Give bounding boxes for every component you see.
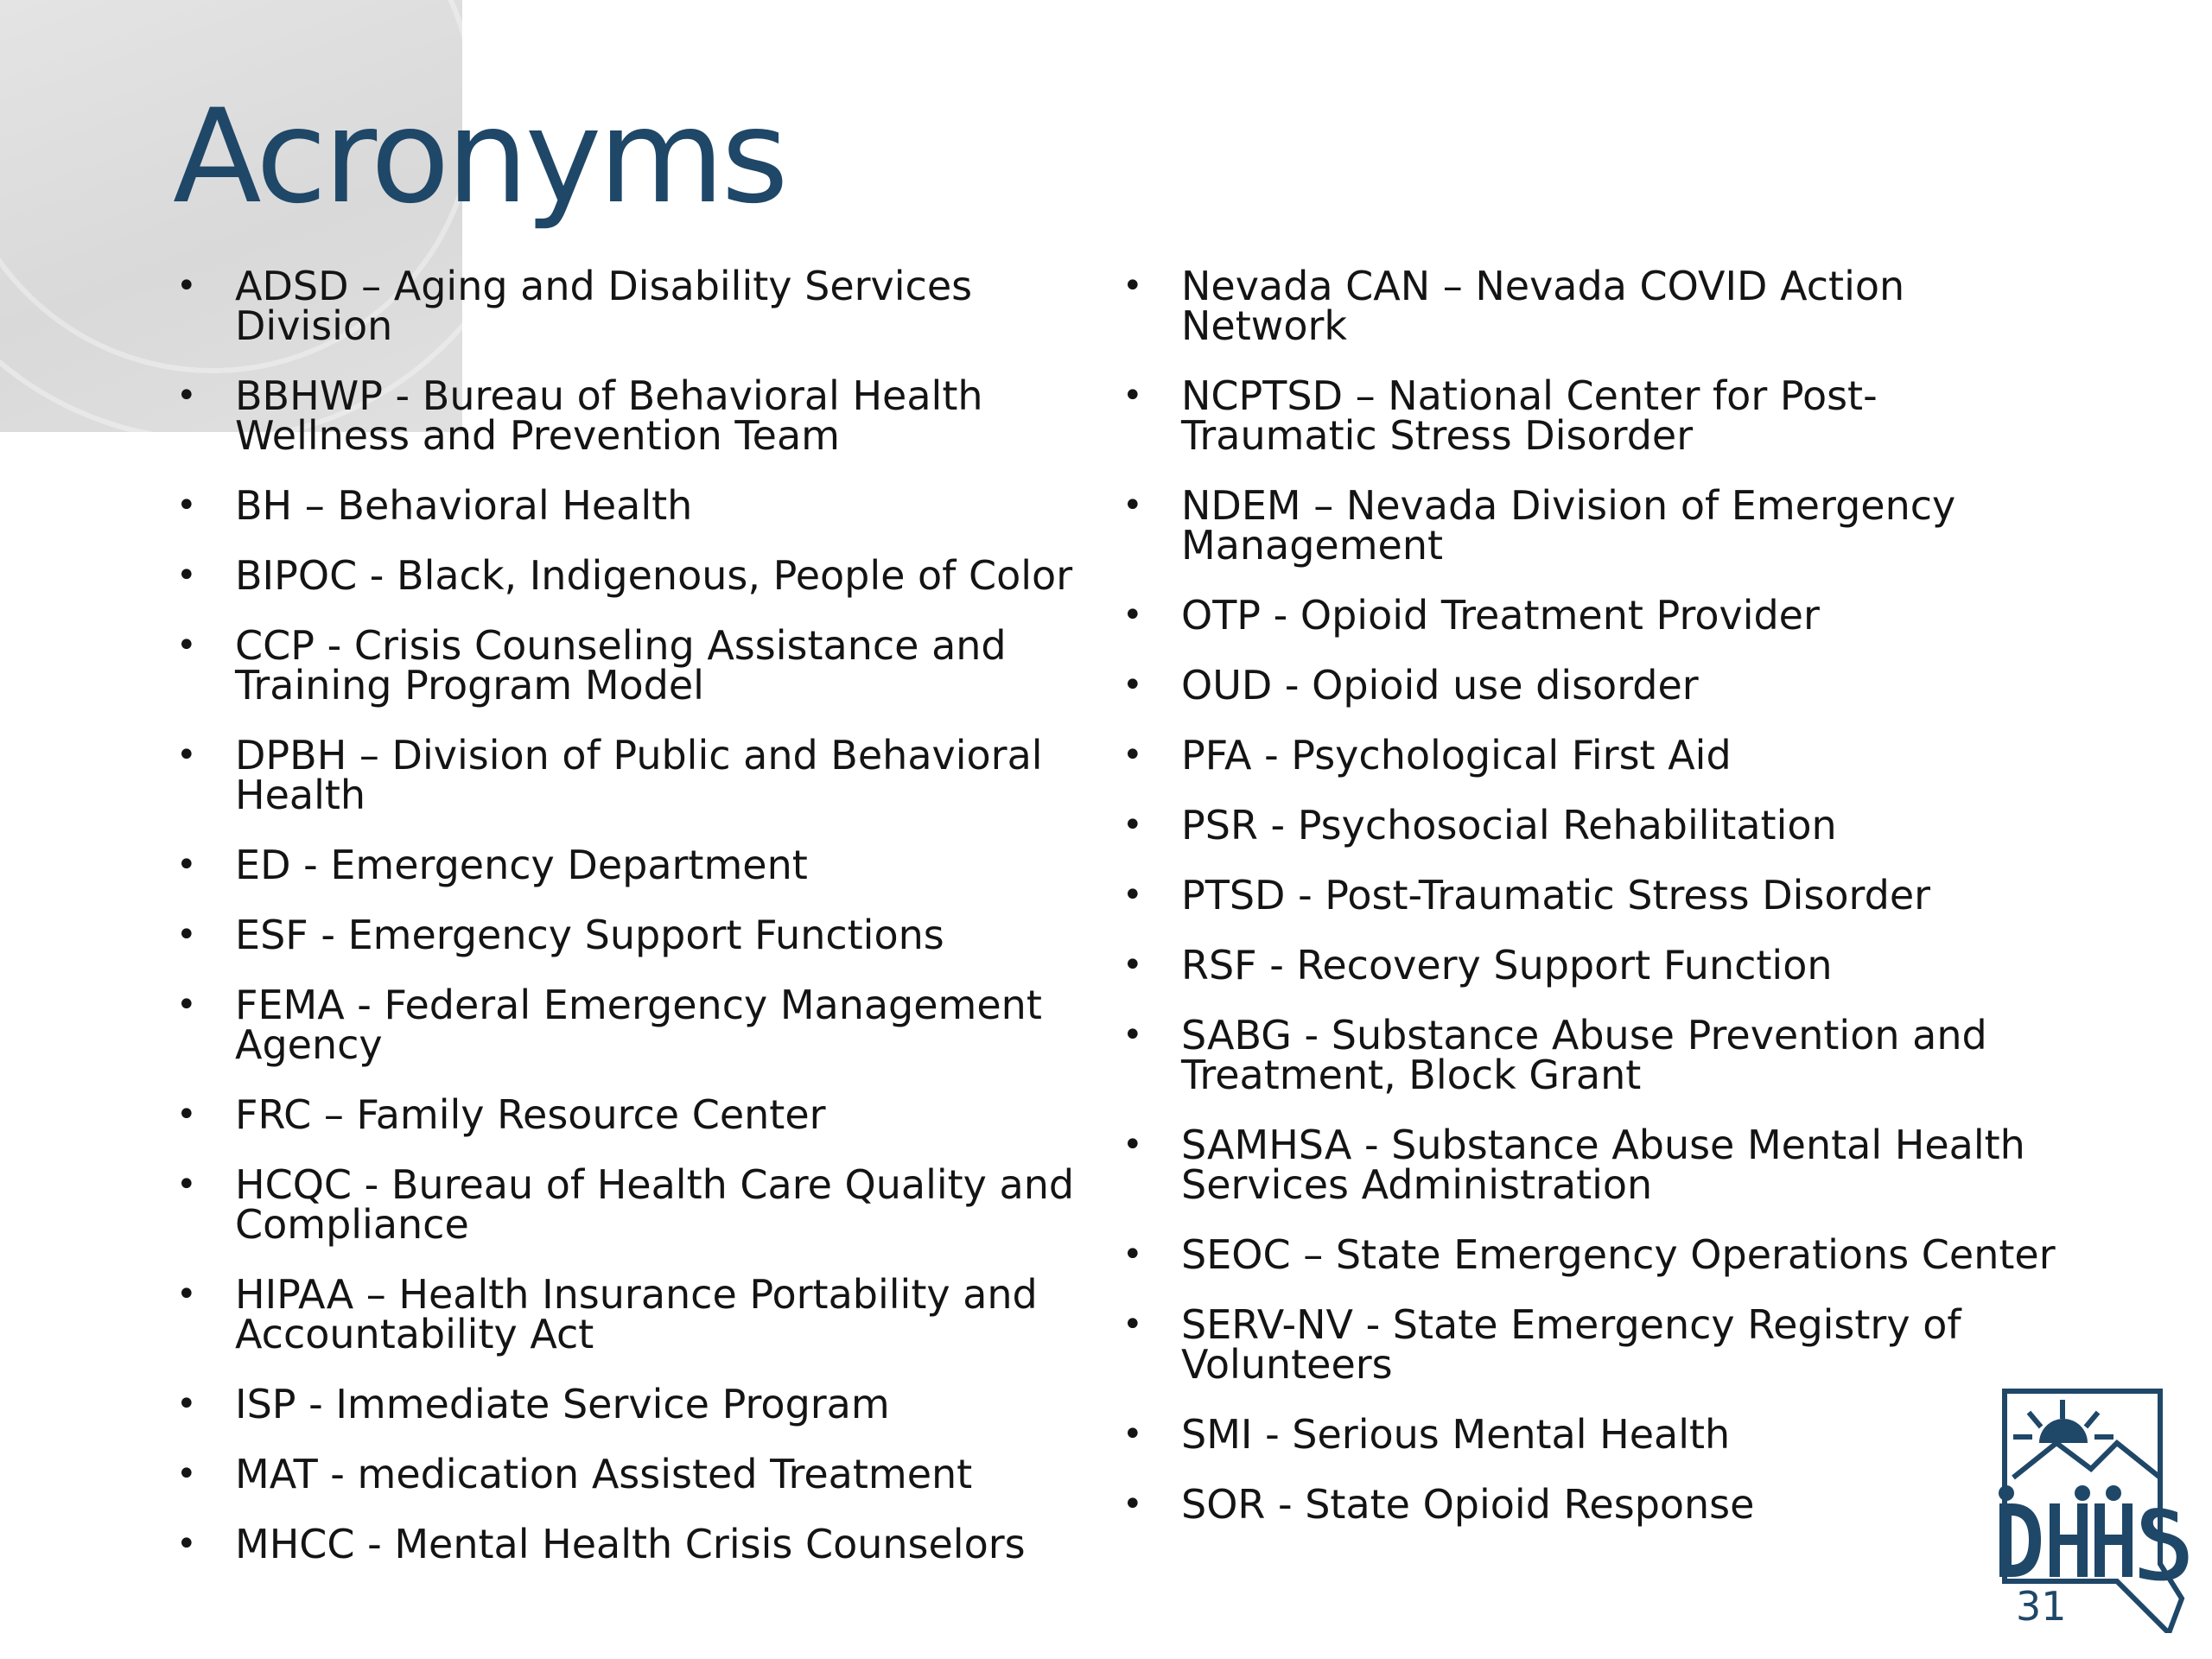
acronym-item bbox=[173, 1451, 1123, 1497]
bullet-icon: • bbox=[176, 376, 197, 416]
slide-title: Acronyms bbox=[173, 82, 785, 232]
acronym-text: BBHWP - Bureau of Behavioral Health Wellness and Prevention Team bbox=[235, 372, 983, 459]
acronym-text: SABG - Substance Abuse Prevention and Treatment, Block Grant bbox=[1181, 1012, 1987, 1098]
acronym-item bbox=[173, 1161, 1123, 1248]
acronym-text: DPBH – Division of Public and Behavioral Health bbox=[235, 732, 1043, 818]
acronym-text: ADSD – Aging and Disability Services Division bbox=[235, 263, 973, 349]
bullet-icon: • bbox=[1122, 665, 1143, 705]
acronym-text: MHCC - Mental Health Crisis Counselors bbox=[235, 1521, 1026, 1567]
acronym-text: FRC – Family Resource Center bbox=[235, 1091, 826, 1138]
acronym-item bbox=[173, 1381, 1123, 1427]
bullet-icon: • bbox=[176, 845, 197, 885]
acronym-item bbox=[1119, 942, 2069, 988]
acronym-text: ESF - Emergency Support Functions bbox=[235, 912, 944, 958]
acronym-text: ED - Emergency Department bbox=[235, 842, 808, 888]
acronym-item bbox=[1119, 1231, 2069, 1278]
acronym-text: BIPOC - Black, Indigenous, People of Color bbox=[235, 552, 1073, 599]
bullet-icon: • bbox=[176, 1165, 197, 1205]
acronym-text: HCQC - Bureau of Health Care Quality and Compliance bbox=[235, 1161, 1075, 1248]
acronym-item bbox=[173, 732, 1123, 818]
bullet-icon: • bbox=[176, 735, 197, 775]
bullet-icon: • bbox=[176, 266, 197, 306]
bullet-icon: • bbox=[1122, 805, 1143, 845]
page-number: 31 bbox=[2016, 1583, 2067, 1630]
acronym-text: NCPTSD – National Center for Post-Traumatic Stress Disorder bbox=[1181, 372, 1878, 459]
bullet-icon: • bbox=[1122, 945, 1143, 985]
acronym-text: RSF - Recovery Support Function bbox=[1181, 942, 1833, 988]
acronym-list-right bbox=[1119, 263, 2069, 1554]
acronym-item bbox=[1119, 662, 2069, 709]
acronym-item bbox=[1119, 372, 2069, 459]
acronym-item bbox=[1119, 263, 2069, 349]
acronym-item bbox=[173, 1271, 1123, 1357]
bullet-icon: • bbox=[1122, 486, 1143, 525]
acronym-text: SMI - Serious Mental Health bbox=[1181, 1411, 1731, 1458]
bullet-icon: • bbox=[176, 915, 197, 955]
acronym-text: SAMHSA - Substance Abuse Mental Health Services Administration bbox=[1181, 1122, 2025, 1208]
acronym-item bbox=[173, 982, 1123, 1068]
acronym-text: OTP - Opioid Treatment Provider bbox=[1181, 592, 1820, 639]
acronym-text: ISP - Immediate Service Program bbox=[235, 1381, 890, 1427]
acronym-text: PTSD - Post-Traumatic Stress Disorder bbox=[1181, 872, 1931, 918]
acronym-item bbox=[1119, 802, 2069, 849]
acronym-text: NDEM – Nevada Division of Emergency Management bbox=[1181, 482, 1956, 569]
acronym-item bbox=[1119, 1012, 2069, 1098]
acronym-item bbox=[173, 1091, 1123, 1138]
acronym-item bbox=[173, 622, 1123, 709]
bullet-icon: • bbox=[1122, 266, 1143, 306]
bullet-icon: • bbox=[176, 1095, 197, 1135]
bullet-icon: • bbox=[1122, 595, 1143, 635]
acronym-item bbox=[173, 263, 1123, 349]
acronym-item bbox=[173, 372, 1123, 459]
acronym-text: PFA - Psychological First Aid bbox=[1181, 732, 1732, 779]
acronym-item bbox=[1119, 732, 2069, 779]
acronym-item bbox=[173, 912, 1123, 958]
bullet-icon: • bbox=[1122, 875, 1143, 915]
bullet-icon: • bbox=[176, 626, 197, 665]
acronym-text: SEOC – State Emergency Operations Center bbox=[1181, 1231, 2056, 1278]
bullet-icon: • bbox=[176, 1384, 197, 1424]
acronym-item bbox=[1119, 1301, 2069, 1388]
bullet-icon: • bbox=[176, 486, 197, 525]
bullet-icon: • bbox=[1122, 1305, 1143, 1344]
acronym-list-left bbox=[173, 263, 1123, 1594]
bullet-icon: • bbox=[1122, 1235, 1143, 1274]
acronym-text: OUD - Opioid use disorder bbox=[1181, 662, 1699, 709]
acronym-text: MAT - medication Assisted Treatment bbox=[235, 1451, 973, 1497]
acronym-item bbox=[1119, 872, 2069, 918]
acronym-item bbox=[1119, 1481, 2069, 1528]
acronym-item bbox=[173, 842, 1123, 888]
acronym-item bbox=[173, 552, 1123, 599]
acronym-text: HIPAA – Health Insurance Portability and Accountability Act bbox=[235, 1271, 1038, 1357]
bullet-icon: • bbox=[1122, 735, 1143, 775]
bullet-icon: • bbox=[1122, 1484, 1143, 1524]
acronym-text: CCP - Crisis Counseling Assistance and Training Program Model bbox=[235, 622, 1007, 709]
bullet-icon: • bbox=[1122, 376, 1143, 416]
bullet-icon: • bbox=[176, 985, 197, 1025]
bullet-icon: • bbox=[1122, 1125, 1143, 1165]
acronym-item bbox=[1119, 482, 2069, 569]
acronym-text: FEMA - Federal Emergency Management Agency bbox=[235, 982, 1042, 1068]
bullet-icon: • bbox=[1122, 1015, 1143, 1055]
bullet-icon: • bbox=[176, 1524, 197, 1564]
bullet-icon: • bbox=[1122, 1414, 1143, 1454]
acronym-text: BH – Behavioral Health bbox=[235, 482, 693, 529]
bullet-icon: • bbox=[176, 1274, 197, 1314]
acronym-item bbox=[1119, 1411, 2069, 1458]
acronym-item bbox=[1119, 592, 2069, 639]
acronym-text: Nevada CAN – Nevada COVID Action Network bbox=[1181, 263, 1905, 349]
bullet-icon: • bbox=[176, 1454, 197, 1494]
acronym-item bbox=[173, 1521, 1123, 1567]
bullet-icon: • bbox=[176, 556, 197, 595]
acronym-text: PSR - Psychosocial Rehabilitation bbox=[1181, 802, 1837, 849]
acronym-text: SERV-NV - State Emergency Registry of Volunteers bbox=[1181, 1301, 1961, 1388]
acronym-item bbox=[1119, 1122, 2069, 1208]
acronym-item bbox=[173, 482, 1123, 529]
acronym-text: SOR - State Opioid Response bbox=[1181, 1481, 1755, 1528]
